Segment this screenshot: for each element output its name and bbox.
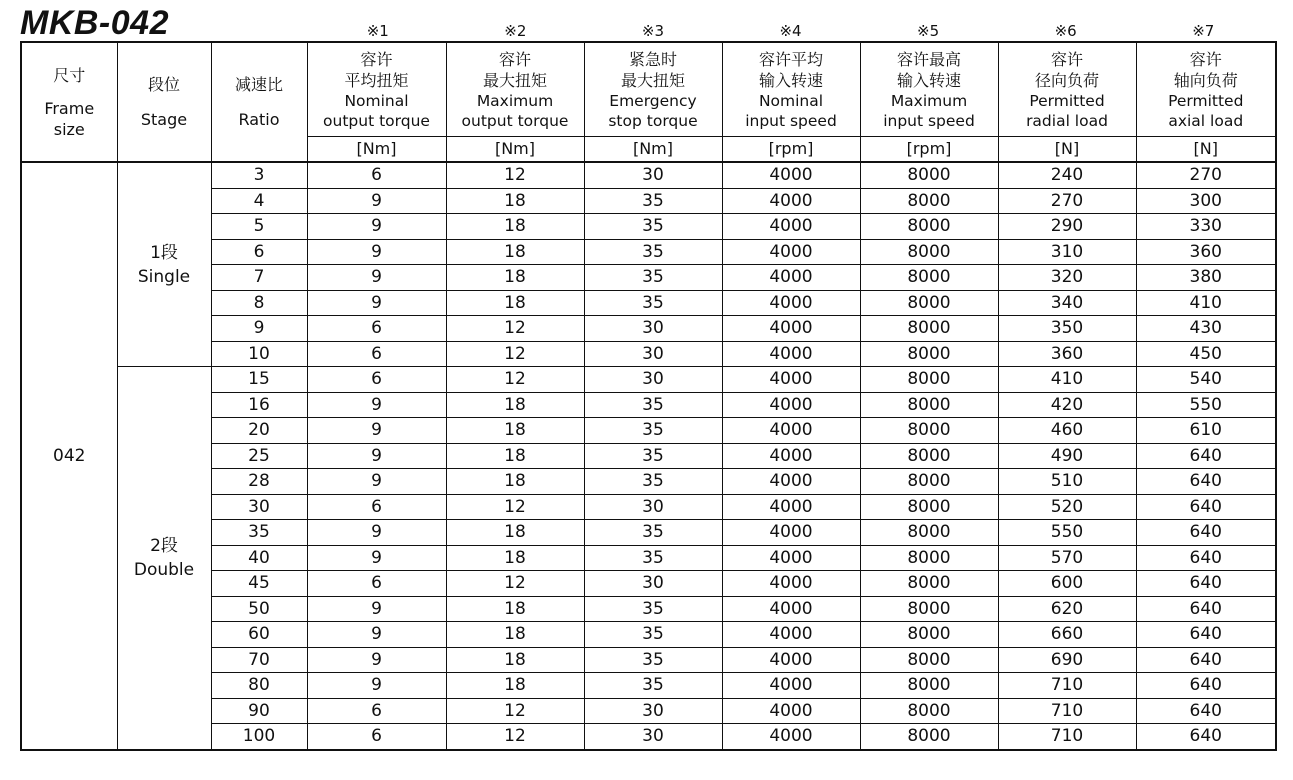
stage-cn: 2段 [150,535,178,556]
header-en1: Permitted [1029,91,1105,110]
header-cn1: 容许 [1050,49,1083,69]
header-col [722,42,860,137]
value-cell: 12 [446,698,584,724]
value-cell: 4000 [722,673,860,699]
header-cn2: 径向负荷 [1034,70,1099,90]
value-cell: 30 [584,341,722,367]
ratio-cell: 30 [211,494,307,520]
value-cell: 640 [1136,443,1276,469]
header-cn1: 容许 [498,49,531,69]
value-cell: 6 [307,162,446,188]
value-cell: 9 [307,545,446,571]
value-cell: 35 [584,265,722,291]
header-en1: Permitted [1168,91,1244,110]
header-col [998,42,1136,137]
header-cn2: 平均扭矩 [344,70,409,90]
ratio-cell: 28 [211,469,307,495]
value-cell: 35 [584,673,722,699]
stage-cell [117,162,211,367]
value-cell: 4000 [722,596,860,622]
value-cell: 8000 [860,571,998,597]
ratio-cell: 20 [211,418,307,444]
stage-cell [117,367,211,750]
unit-cell: [N] [1136,137,1276,163]
table-row [21,162,1276,188]
value-cell: 8000 [860,596,998,622]
header-row [21,42,1276,137]
stage-en: Single [137,266,191,287]
value-cell: 4000 [722,392,860,418]
value-cell: 600 [998,571,1136,597]
footnote-marker: ※4 [779,22,802,40]
header-cn1: 容许 [360,49,393,69]
value-cell: 35 [584,290,722,316]
value-cell: 540 [1136,367,1276,393]
value-cell: 420 [998,392,1136,418]
header-en2: axial load [1168,111,1244,130]
value-cell: 9 [307,443,446,469]
ratio-cell: 3 [211,162,307,188]
value-cell: 710 [998,724,1136,750]
frame-size-cell: 042 [21,162,117,750]
unit-cell: [Nm] [446,137,584,163]
value-cell: 8000 [860,162,998,188]
value-cell: 6 [307,341,446,367]
value-cell: 350 [998,316,1136,342]
value-cell: 4000 [722,418,860,444]
value-cell: 4000 [722,188,860,214]
ratio-cell: 6 [211,239,307,265]
value-cell: 4000 [722,647,860,673]
value-cell: 8000 [860,622,998,648]
header-en1: Emergency [609,91,697,110]
value-cell: 460 [998,418,1136,444]
value-cell: 4000 [722,545,860,571]
value-cell: 6 [307,367,446,393]
value-cell: 9 [307,673,446,699]
ratio-cell: 10 [211,341,307,367]
header-cn1: 容许 [1189,49,1222,69]
value-cell: 18 [446,520,584,546]
footnote-marker: ※3 [641,22,664,40]
value-cell: 12 [446,571,584,597]
value-cell: 340 [998,290,1136,316]
value-cell: 9 [307,188,446,214]
value-cell: 360 [998,341,1136,367]
header-frame-en2: size [53,119,85,139]
value-cell: 8000 [860,290,998,316]
header-col [860,42,998,137]
value-cell: 18 [446,647,584,673]
value-cell: 710 [998,698,1136,724]
value-cell: 330 [1136,214,1276,240]
value-cell: 18 [446,188,584,214]
unit-cell: [rpm] [860,137,998,163]
value-cell: 450 [1136,341,1276,367]
value-cell: 8000 [860,367,998,393]
ratio-cell: 4 [211,188,307,214]
value-cell: 35 [584,214,722,240]
value-cell: 35 [584,647,722,673]
value-cell: 710 [998,673,1136,699]
header-stage-cn: 段位 [147,75,180,94]
value-cell: 310 [998,239,1136,265]
value-cell: 640 [1136,571,1276,597]
value-cell: 8000 [860,418,998,444]
footnote-marker: ※2 [504,22,527,40]
ratio-cell: 40 [211,545,307,571]
value-cell: 18 [446,290,584,316]
value-cell: 35 [584,469,722,495]
value-cell: 8000 [860,265,998,291]
value-cell: 9 [307,520,446,546]
header-en2: stop torque [608,111,698,130]
value-cell: 35 [584,392,722,418]
value-cell: 30 [584,698,722,724]
ratio-cell: 70 [211,647,307,673]
value-cell: 9 [307,214,446,240]
value-cell: 6 [307,494,446,520]
value-cell: 640 [1136,469,1276,495]
value-cell: 8000 [860,698,998,724]
value-cell: 35 [584,418,722,444]
header-col [446,42,584,137]
value-cell: 30 [584,494,722,520]
value-cell: 9 [307,469,446,495]
value-cell: 4000 [722,571,860,597]
header-en2: radial load [1026,111,1108,130]
ratio-cell: 16 [211,392,307,418]
value-cell: 4000 [722,724,860,750]
footnote-markers [309,22,1272,40]
header-cn1: 容许最高 [896,49,961,69]
value-cell: 640 [1136,520,1276,546]
value-cell: 8000 [860,494,998,520]
ratio-cell: 7 [211,265,307,291]
value-cell: 270 [998,188,1136,214]
value-cell: 4000 [722,520,860,546]
value-cell: 240 [998,162,1136,188]
value-cell: 4000 [722,469,860,495]
value-cell: 9 [307,418,446,444]
value-cell: 4000 [722,316,860,342]
value-cell: 290 [998,214,1136,240]
header-cn2: 轴向负荷 [1173,70,1238,90]
value-cell: 550 [998,520,1136,546]
ratio-cell: 35 [211,520,307,546]
ratio-cell: 45 [211,571,307,597]
table-row [21,367,1276,393]
value-cell: 35 [584,188,722,214]
value-cell: 18 [446,469,584,495]
value-cell: 12 [446,162,584,188]
value-cell: 35 [584,545,722,571]
value-cell: 8000 [860,443,998,469]
value-cell: 30 [584,367,722,393]
value-cell: 12 [446,724,584,750]
header-en2: input speed [883,111,975,130]
value-cell: 640 [1136,545,1276,571]
header-en2: output torque [323,111,430,130]
header-en1: Maximum [476,91,554,110]
ratio-cell: 80 [211,673,307,699]
value-cell: 640 [1136,622,1276,648]
header-ratio [211,42,307,162]
header-en1: Nominal [758,91,824,110]
header-frame-en1: Frame [44,98,95,118]
header-cn2: 最大扭矩 [482,70,547,90]
value-cell: 4000 [722,214,860,240]
value-cell: 640 [1136,596,1276,622]
value-cell: 12 [446,367,584,393]
header-ratio-en: Ratio [238,110,280,129]
value-cell: 30 [584,571,722,597]
value-cell: 360 [1136,239,1276,265]
value-cell: 8000 [860,188,998,214]
value-cell: 18 [446,443,584,469]
value-cell: 690 [998,647,1136,673]
value-cell: 660 [998,622,1136,648]
value-cell: 410 [1136,290,1276,316]
spec-table [20,41,1277,751]
value-cell: 4000 [722,290,860,316]
value-cell: 9 [307,622,446,648]
value-cell: 35 [584,596,722,622]
value-cell: 320 [998,265,1136,291]
header-ratio-cn: 减速比 [234,75,283,94]
value-cell: 18 [446,622,584,648]
value-cell: 8000 [860,545,998,571]
value-cell: 6 [307,571,446,597]
footnote-marker: ※1 [366,22,389,40]
value-cell: 430 [1136,316,1276,342]
header-stage [117,42,211,162]
value-cell: 6 [307,698,446,724]
value-cell: 30 [584,316,722,342]
value-cell: 18 [446,418,584,444]
value-cell: 8000 [860,469,998,495]
unit-cell: [Nm] [307,137,446,163]
value-cell: 640 [1136,698,1276,724]
ratio-cell: 9 [211,316,307,342]
page-title: MKB-042 [20,4,169,42]
value-cell: 640 [1136,494,1276,520]
unit-cell: [Nm] [584,137,722,163]
value-cell: 8000 [860,673,998,699]
value-cell: 380 [1136,265,1276,291]
footnote-marker: ※7 [1192,22,1215,40]
header-en2: input speed [745,111,837,130]
value-cell: 12 [446,494,584,520]
ratio-cell: 90 [211,698,307,724]
value-cell: 18 [446,239,584,265]
stage-en: Double [133,559,195,580]
ratio-cell: 25 [211,443,307,469]
value-cell: 9 [307,596,446,622]
value-cell: 8000 [860,392,998,418]
value-cell: 4000 [722,494,860,520]
footnote-marker: ※6 [1054,22,1077,40]
value-cell: 520 [998,494,1136,520]
value-cell: 9 [307,265,446,291]
value-cell: 8000 [860,316,998,342]
header-en2: output torque [461,111,569,130]
value-cell: 4000 [722,367,860,393]
value-cell: 490 [998,443,1136,469]
value-cell: 18 [446,596,584,622]
ratio-cell: 15 [211,367,307,393]
value-cell: 9 [307,647,446,673]
value-cell: 410 [998,367,1136,393]
header-frame-size [21,42,117,162]
value-cell: 18 [446,545,584,571]
header-cn2: 输入转速 [896,70,961,90]
header-cn1: 紧急时 [628,49,677,69]
value-cell: 18 [446,673,584,699]
value-cell: 12 [446,316,584,342]
spec-table-body [21,162,1276,750]
header-col [1136,42,1276,137]
value-cell: 8000 [860,724,998,750]
header-en1: Maximum [890,91,968,110]
header-cn2: 输入转速 [758,70,823,90]
value-cell: 18 [446,265,584,291]
value-cell: 18 [446,392,584,418]
ratio-cell: 8 [211,290,307,316]
stage-cn: 1段 [150,242,178,263]
value-cell: 570 [998,545,1136,571]
header-col [307,42,446,137]
ratio-cell: 60 [211,622,307,648]
value-cell: 8000 [860,341,998,367]
header-stage-en: Stage [140,110,188,129]
ratio-cell: 50 [211,596,307,622]
value-cell: 4000 [722,341,860,367]
value-cell: 9 [307,290,446,316]
unit-cell: [N] [998,137,1136,163]
value-cell: 4000 [722,239,860,265]
unit-cell: [rpm] [722,137,860,163]
value-cell: 35 [584,520,722,546]
value-cell: 4000 [722,622,860,648]
value-cell: 4000 [722,698,860,724]
value-cell: 18 [446,214,584,240]
header-en1: Nominal [344,91,409,110]
value-cell: 8000 [860,520,998,546]
value-cell: 35 [584,443,722,469]
header-col [584,42,722,137]
value-cell: 9 [307,392,446,418]
value-cell: 640 [1136,673,1276,699]
header-frame-cn: 尺寸 [53,65,86,85]
value-cell: 12 [446,341,584,367]
value-cell: 35 [584,239,722,265]
value-cell: 8000 [860,214,998,240]
value-cell: 510 [998,469,1136,495]
value-cell: 4000 [722,265,860,291]
value-cell: 9 [307,239,446,265]
value-cell: 640 [1136,647,1276,673]
value-cell: 30 [584,162,722,188]
value-cell: 4000 [722,443,860,469]
value-cell: 6 [307,724,446,750]
value-cell: 550 [1136,392,1276,418]
value-cell: 8000 [860,647,998,673]
value-cell: 610 [1136,418,1276,444]
value-cell: 640 [1136,724,1276,750]
value-cell: 620 [998,596,1136,622]
ratio-cell: 100 [211,724,307,750]
value-cell: 30 [584,724,722,750]
value-cell: 6 [307,316,446,342]
value-cell: 35 [584,622,722,648]
value-cell: 8000 [860,239,998,265]
value-cell: 270 [1136,162,1276,188]
header-cn2: 最大扭矩 [620,70,685,90]
header-cn1: 容许平均 [758,49,823,69]
value-cell: 300 [1136,188,1276,214]
ratio-cell: 5 [211,214,307,240]
footnote-marker: ※5 [917,22,940,40]
value-cell: 4000 [722,162,860,188]
